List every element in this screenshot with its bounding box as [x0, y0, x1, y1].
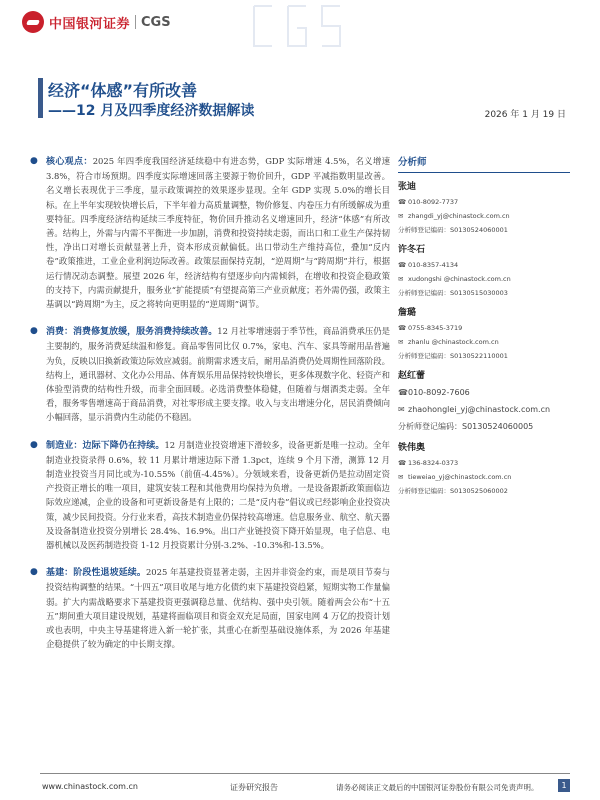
- analyst-card: [398, 242, 570, 300]
- phone-icon: ☎: [398, 261, 407, 269]
- analyst-phone: 136-8324-0373: [408, 459, 459, 467]
- email-icon: ✉: [398, 212, 404, 220]
- analyst-name: 赵红蕾: [398, 371, 426, 381]
- analyst-email[interactable]: zhangdi_yj@chinastock.com.cn: [408, 212, 510, 220]
- analyst-phone: 010-8357-4134: [408, 261, 459, 269]
- email-icon: ✉: [398, 338, 404, 346]
- paragraph-text: 2025 年四季度我国经济延续稳中有进态势，GDP 实际增速 4.5%，名义增速 3.8%，符合市场预期。四季度实际增速回落主要源于物价回升，GDP 平减指数明显改善。名义增长表现优于三季度，显示政策调控的效果逐步显现。全年 GDP 实现 5.0%的增长目标。在上半年实现较快增长后，下半年着力高质量调整，物价修复、内卷压力有所缓解成为重要特征。四季度经济结构延续三季度特征，物价回升推动名义增速回升，经济“体感”有所改善。结构上，外需与内需不平衡进一步加剧，消费和投资持续走弱，而出口和工业生产保持韧性，净出口对增长贡献显著上升，资本形成贡献偏低。出口带动生产维持高位，叠加“反内卷”政策推进，工业企业利润边际改善。政策层面保持克制，“逆周期”与“跨周期”并行，根据运行情况动态调整。展望 2026 年，经济结构有望逐步向内需倾斜，在增收和投资企稳政策的支持下，内需贡献提升，服务业“扩能提质”有望提高第三产业贡献度；若外需仍强，政策主基调以“跨周期”为主，反之将转向更明显的“逆周期”调节。: [46, 156, 390, 310]
- analyst-reg-code: 分析师登记编码：S0130525060002: [398, 487, 508, 495]
- phone-icon: ☎: [398, 324, 407, 332]
- analyst-name: 铁伟奥: [398, 443, 426, 453]
- brand-logo: [22, 10, 171, 34]
- paragraph-manufacturing: [30, 438, 390, 553]
- paragraph-lead: 制造业：边际下降仍在持续。: [46, 440, 165, 451]
- analyst-phone: 0755-8345-3719: [408, 324, 463, 332]
- paragraph-text: 12 月制造业投资增速下滑较多，设备更新是唯一拉动。全年制造业投资录得 0.6%，较 11 月累计增速边际下滑 1.3pct，连续 9 个月下滑，测算 12 月制造业投资当月同比或为-10.55%（前值-4.45%）。分领域来看，设备更新仍是拉动固定资产投资正增长的唯一项目，建筑安装工程和其他费用均保持为负增。一是设备跟新政策面临边际效应递减，企业的设备和可更新设备是有上限的；二是“反内卷”倡议或已经影响企业投资决策，减少民间投资。分行业来看，高技术制造业仍保持较高增速。信息服务业、航空、航天器及设备制造业投资分别增长 28.4%、16.9%。出口产业链投资下降开始显现，电子信息、电器机械以及医药制造投资 1-12 月投资累计分别-3.2%、-10.3%和-13.5%。: [46, 439, 390, 551]
- header-watermark-icon: [236, 0, 356, 54]
- analyst-reg-code: 分析师登记编码：S0130524060001: [398, 226, 508, 234]
- bullet-icon: ●: [30, 156, 38, 166]
- footer-report-type: 证券研究报告: [230, 783, 278, 792]
- paragraph-text: 12 月社零增速弱于季节性，商品消费承压仍是主要制约，服务消费延续温和修复。商品零售同比仅 0.7%，家电、汽车、家具等耐用品普遍为负，反映以旧换新政策边际效应减弱。前期需求透支后，耐用品消费仍处周期性回落阶段。结构上，通讯器材、文化办公用品、体育娱乐用品保持较快增长，更多体现数字化、轻资产和体验型消费的结构性升级，而非全面回暖。必选消费整体稳健，但随着与烟酒类走弱。全年看，服务零售增速高于商品消费，对社零形成主要支撑。收入与支出增速分化，居民消费倾向小幅回落，显示消费内生动能仍不稳固。: [46, 326, 390, 423]
- sidebar-heading: 分析师: [398, 154, 570, 173]
- paragraph-text: 2025 年基建投资显著走弱，主因并非资金约束，而是项目节奏与投资结构调整的结果。“十四五”项目收尾与地方化债约束下基建投资趋紧，短期实物工作量偏弱。扩大内需战略要求下基建投资更强调稳总量、优结构、强中央引领。随着两会公布“十五五”期间重大项目建设规划，基建将面临项目和资金双充足局面，国家电网 4 万亿的投资计划或也表明，中央主导基建将进入新一轮扩张，其重心在新型基础设施体系，为 2026 年基建企稳提供了较为确定的中长期支撑。: [46, 567, 390, 650]
- bullet-icon: ●: [30, 567, 38, 578]
- phone-icon: ☎: [398, 198, 407, 206]
- analyst-email[interactable]: zhanlu @chinastock.com.cn: [408, 338, 499, 346]
- page-number: 1: [558, 779, 570, 792]
- footer-url[interactable]: www.chinastock.com.cn: [42, 782, 138, 791]
- bullet-icon: ●: [30, 326, 38, 337]
- analyst-phone: 010-8092-7737: [408, 198, 459, 206]
- analyst-reg-code: 分析师登记编码：S0130524060005: [398, 422, 534, 431]
- phone-icon: ☎: [398, 388, 408, 397]
- logo-icon: [22, 11, 44, 33]
- analyst-phone: 010-8092-7606: [408, 388, 470, 397]
- paragraph-lead: 基建：阶段性退坡延续。: [46, 568, 146, 579]
- report-date: 2026 年 1 月 19 日: [484, 110, 566, 120]
- analyst-email[interactable]: tieweiao_yj@chinastock.com.cn: [408, 473, 512, 481]
- report-title: 经济“体感”有所改善: [48, 81, 198, 100]
- analyst-card: [398, 368, 570, 435]
- email-icon: ✉: [398, 275, 404, 283]
- email-icon: ✉: [398, 473, 404, 481]
- phone-icon: ☎: [398, 459, 407, 467]
- analyst-reg-code: 分析师登记编码：S0130522110001: [398, 352, 508, 360]
- paragraph-core-view: [30, 154, 390, 311]
- logo-separator: [135, 15, 136, 29]
- analyst-email[interactable]: xudongshi @chinastock.com.cn: [408, 275, 511, 283]
- report-body: [30, 154, 390, 665]
- analyst-card: [398, 305, 570, 363]
- analyst-card: [398, 440, 570, 498]
- analyst-name: 许冬石: [398, 245, 426, 255]
- report-subtitle: ——12 月及四季度经济数据解读: [48, 103, 255, 119]
- analyst-email[interactable]: zhaohonglei_yj@chinastock.com.cn: [408, 405, 551, 414]
- title-accent-bar: [38, 78, 43, 118]
- analyst-name: 张迪: [398, 182, 417, 192]
- paragraph-consumption: [30, 324, 390, 424]
- paragraph-lead: 核心观点：: [46, 157, 93, 167]
- footer-divider: [40, 773, 570, 774]
- email-icon: ✉: [398, 405, 405, 414]
- paragraph-infrastructure: [30, 565, 390, 651]
- analyst-name: 詹璐: [398, 308, 417, 318]
- logo-en-text: CGS: [141, 14, 171, 30]
- footer-disclaimer: 请务必阅读正文最后的中国银河证券股份有限公司免责声明。: [336, 783, 539, 792]
- analyst-sidebar: [398, 154, 570, 503]
- analyst-reg-code: 分析师登记编码：S0130515030003: [398, 289, 508, 297]
- logo-cn-text: 中国银河证券: [49, 16, 131, 32]
- paragraph-lead: 消费：消费修复放缓，服务消费持续改善。: [46, 327, 218, 338]
- analyst-card: [398, 179, 570, 237]
- bullet-icon: ●: [30, 439, 38, 450]
